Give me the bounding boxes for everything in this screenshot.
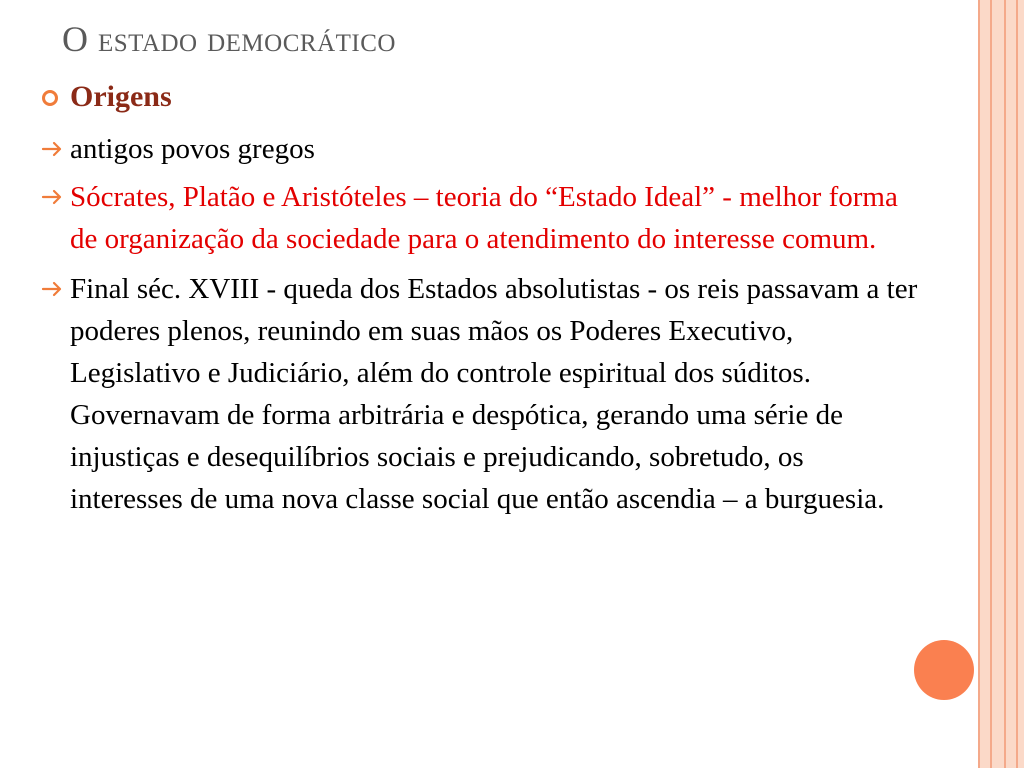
bullet-final-seculo	[40, 268, 920, 520]
bullet-antigos-povos	[40, 128, 920, 170]
title-rest: estado democrático	[98, 19, 396, 59]
arrow-right-icon	[40, 268, 66, 310]
arrow-right-icon	[40, 128, 66, 170]
bullet-text: Final séc. XVIII - queda dos Estados absolutistas - os reis passavam a ter poderes plenos, reunindo em suas mãos os Poderes Executivo, Legislativo e Judiciário, além do controle espiritual dos súditos. Governavam de forma arbitrária e despótica, gerando uma série de injustiças e desequilíbrios sociais e prejudicando, sobretudo, os interesses de uma nova classe social que então ascendia – a burguesia.	[70, 273, 918, 515]
bullet-origens	[40, 76, 920, 118]
bullet-socrates	[40, 176, 920, 260]
title-first-letter: O	[62, 19, 89, 59]
slide-content	[40, 76, 920, 520]
decorative-stripe-line	[1016, 0, 1018, 768]
bullet-text: Origens	[70, 80, 172, 113]
decorative-stripe-line	[990, 0, 992, 768]
decorative-stripe-line	[978, 0, 980, 768]
circle-bullet-icon	[40, 76, 66, 118]
arrow-right-icon	[40, 176, 66, 218]
bullet-text: Sócrates, Platão e Aristóteles – teoria do “Estado Ideal” - melhor forma de organização da sociedade para o atendimento do interesse comum.	[70, 181, 898, 255]
bullet-text: antigos povos gregos	[70, 133, 315, 165]
slide-title	[62, 18, 396, 60]
decorative-stripe-line	[1004, 0, 1006, 768]
decorative-circle	[914, 640, 974, 700]
